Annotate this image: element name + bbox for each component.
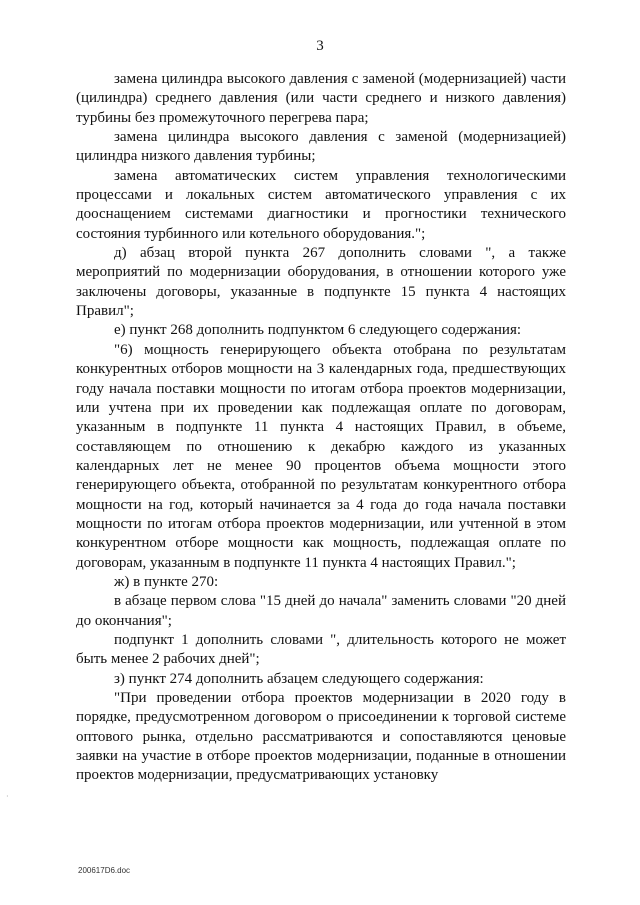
paragraph: "6) мощность генерирующего объекта отобрана по результатам конкурентных отборов мощности на 3 календарных года, предшествующих году начала поставки мощности по итогам отбора проектов модернизации, или учтена при их проведении как подлежащая оплате по договорам, указанным в подпункте 11 пункта 4 настоящих Правил, в объеме, составляющем по отношению к декабрю каждого из указанных календарных лет не менее 90 процентов объема мощности этого генерирующего объекта, отобранной по результатам конкурентного отбора мощности на год, который начинается за 4 года до года начала поставки мощности по итогам отбора проектов модернизации, или учтенной в этом конкурентном отборе мощности как мощность, подлежащая оплате по договорам, указанным в подпункте 11 пункта 4 настоящих Правил.";	[76, 341, 566, 571]
paragraph: е) пункт 268 дополнить подпунктом 6 следующего содержания:	[114, 322, 522, 339]
footer-document-code: 200617D6.doc	[78, 866, 131, 875]
paragraph: замена цилиндра высокого давления с заменой (модернизацией) цилиндра низкого давления турбины;	[76, 129, 566, 165]
page-number: 3	[316, 38, 324, 54]
paragraph: замена автоматических систем управления технологическими процессами и локальных систем автоматического управления с их дооснащением системами диагностики и прогностики технического состояния турбинного или котельного оборудования.";	[76, 167, 566, 242]
margin-mark: ·	[6, 792, 9, 801]
paragraph: замена цилиндра высокого давления с заменой (модернизацией) части (цилиндра) среднего давления (или части среднего и низкого давления) турбины без промежуточного перегрева пара;	[76, 71, 566, 126]
paragraph: в абзаце первом слова "15 дней до начала" заменить словами "20 дней до окончания";	[76, 593, 566, 629]
document-body	[76, 70, 566, 786]
paragraph: д) абзац второй пункта 267 дополнить словами ", а также мероприятий по модернизации оборудования, в отношении которого уже заключены договоры, указанные в подпункте 15 пункта 4 настоящих Правил";	[76, 245, 566, 320]
paragraph: ж) в пункте 270:	[114, 573, 219, 590]
paragraph: подпункт 1 дополнить словами ", длительность которого не может быть менее 2 рабочих дней";	[76, 631, 566, 668]
paragraph: "При проведении отбора проектов модернизации в 2020 году в порядке, предусмотренном договором о присоединении к торговой системе оптового рынка, отдельно рассматриваются и сопоставляются ценовые заявки на участие в отборе проектов модернизации, поданные в отношении проектов модернизации, предусматривающих установку	[76, 690, 566, 784]
paragraph: з) пункт 274 дополнить абзацем следующего содержания:	[114, 670, 484, 687]
